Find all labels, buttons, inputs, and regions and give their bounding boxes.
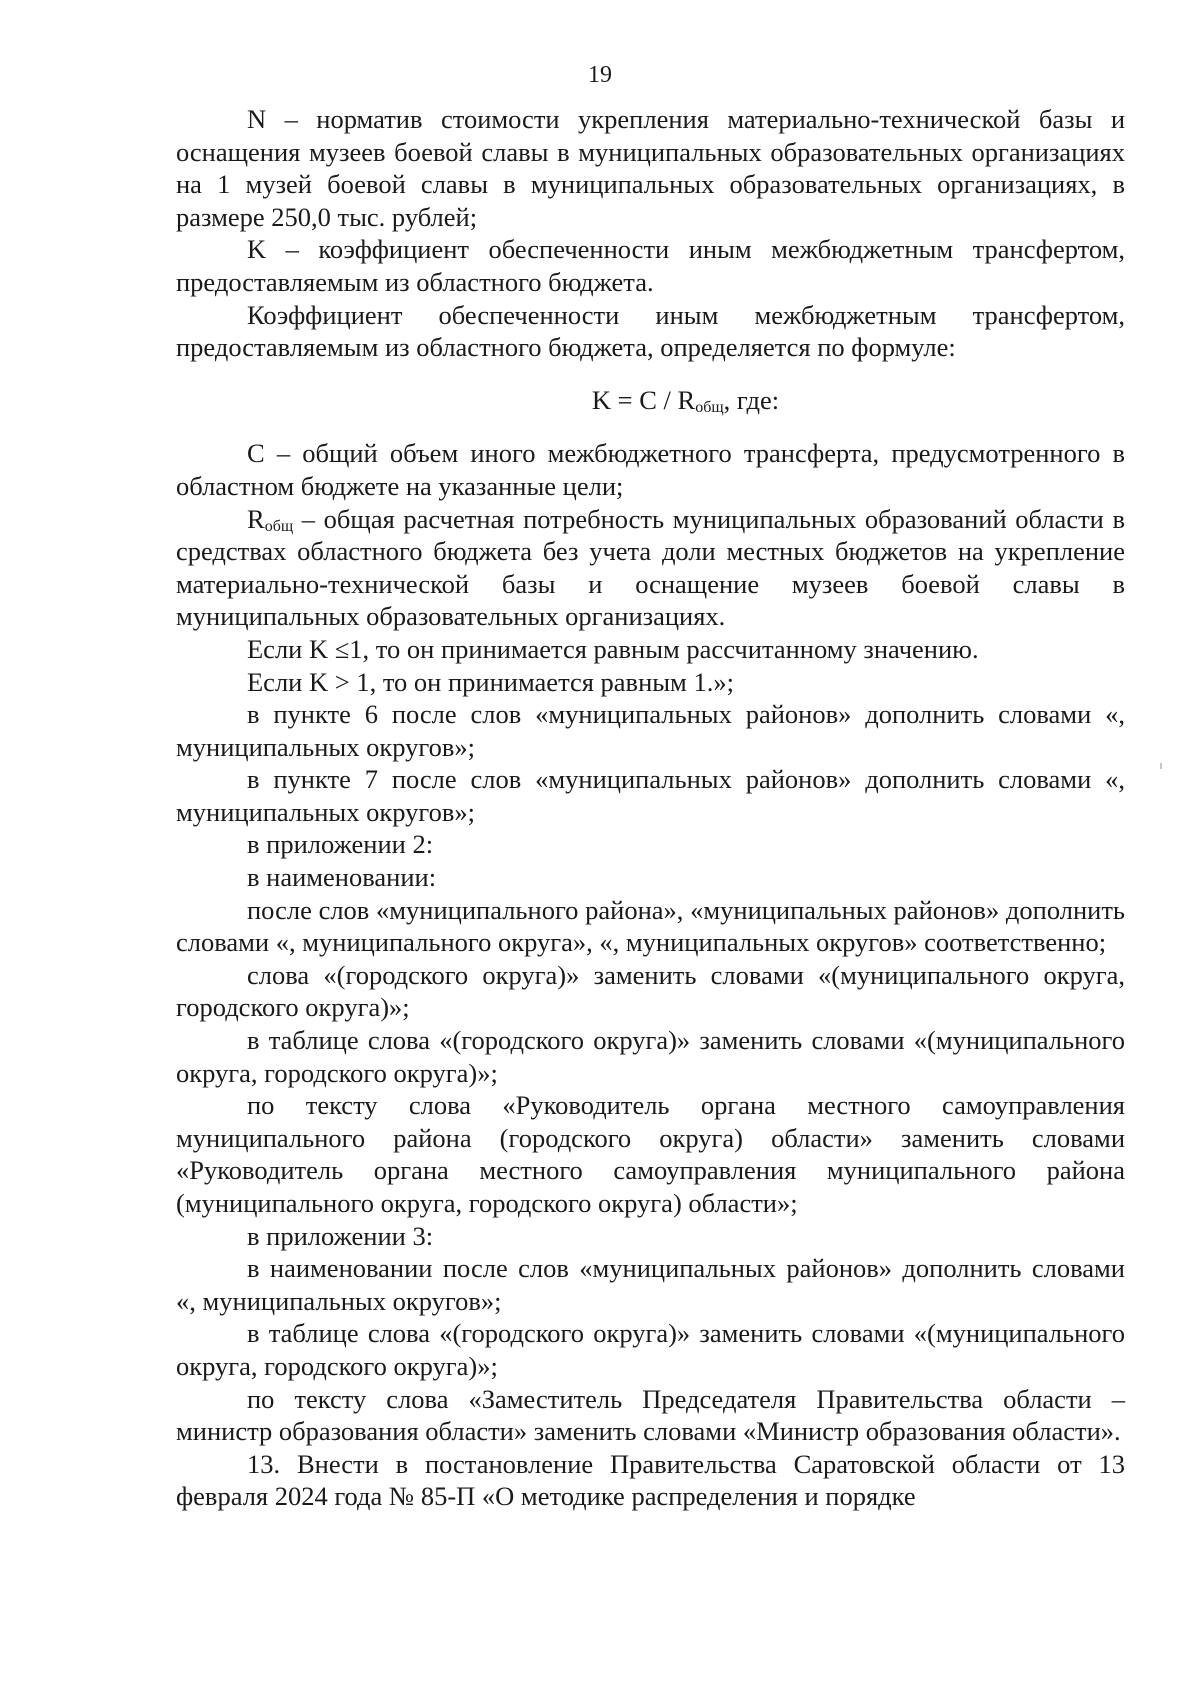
paragraph-by-text-head: по тексту слова «Руководитель органа местного самоуправления муниципального района (городского округа) области» заменить словами «Руководитель органа местного самоуправления муниципального района (муниципального округа, городского округа) области»; (176, 1090, 1125, 1218)
paragraph-after-words: после слов «муниципального района», «муниципальных районов» дополнить словами «, муниципального округа», «, муниципальных округов» соответственно; (176, 894, 1125, 958)
page-number: 19 (588, 62, 612, 88)
formula-right: , где: (723, 384, 780, 415)
paragraph-in-table: в таблице слова «(городского округа)» заменить словами «(муниципального округа, городского округа)»; (176, 1025, 1125, 1088)
formula-left: K = C / R (591, 384, 696, 415)
formula-subscript: общ (695, 398, 724, 416)
paragraph-appendix-3-title: в наименовании после слов «муниципальных районов» дополнить словами «, муниципальных округов»; (176, 1253, 1125, 1316)
paragraph-coefficient-definition: K – коэффициент обеспеченности иным межбюджетным трансфертом, предоставляемым из областного бюджета. (176, 234, 1125, 297)
paragraph-item-7: в пункте 7 после слов «муниципальных районов» дополнить словами «, муниципальных округов»; (176, 764, 1125, 827)
paragraph-k-less-equal-one: Если K ≤1, то он принимается равным рассчитанному значению. (247, 633, 979, 664)
paragraph-by-text-deputy: по тексту слова «Заместитель Председателя Правительства области – министр образования области» заменить словами «Министр образования области». (176, 1383, 1125, 1447)
paragraph-appendix-3: в приложении 3: (247, 1220, 434, 1251)
paragraph-item-6: в пункте 6 после слов «муниципальных районов» дополнить словами «, муниципальных округов»; (176, 699, 1125, 762)
r-definition-text: – общая расчетная потребность муниципальных образований области в средствах областного бюджета без учета доли местных бюджетов на укрепление материально-технической базы и оснащение музеев боевой славы в муниципальных образовательных организациях. (176, 503, 1125, 632)
paragraph-r-definition (176, 503, 1125, 633)
paragraph-c-definition: С – общий объем иного межбюджетного трансферта, предусмотренного в областном бюджете на указанные цели; (176, 438, 1125, 501)
paragraph-coefficient-formula-intro: Коэффициент обеспеченности иным межбюджетным трансфертом, предоставляемым из областного бюджета, определяется по формуле: (176, 299, 1125, 363)
paragraph-appendix-3-table: в таблице слова «(городского округа)» заменить словами «(муниципального округа, городского округа)»; (176, 1318, 1125, 1381)
paragraph-item-13: 13. Внести в постановление Правительства Саратовской области от 13 февраля 2024 года № 85-П «О методике распределения и порядке (176, 1448, 1125, 1512)
paragraph-norm-definition: N – норматив стоимости укрепления материально-технической базы и оснащения музеев боевой славы в муниципальных образовательных организациях на 1 музей боевой славы в муниципальных образовательных организациях, в размере 250,0 тыс. рублей; (176, 104, 1125, 232)
paragraph-replace-words: слова «(городского округа)» заменить словами «(муниципального округа, городского округа)»; (176, 959, 1125, 1023)
document-body (176, 103, 1125, 1513)
formula (176, 384, 1125, 417)
paragraph-k-greater-one: Если K > 1, то он принимается равным 1.»; (247, 666, 734, 697)
r-symbol: R (247, 503, 265, 534)
paragraph-appendix-2: в приложении 2: (247, 829, 434, 860)
scan-artifact (1160, 763, 1162, 769)
r-subscript: общ (264, 517, 294, 535)
paragraph-in-title: в наименовании: (247, 862, 437, 893)
